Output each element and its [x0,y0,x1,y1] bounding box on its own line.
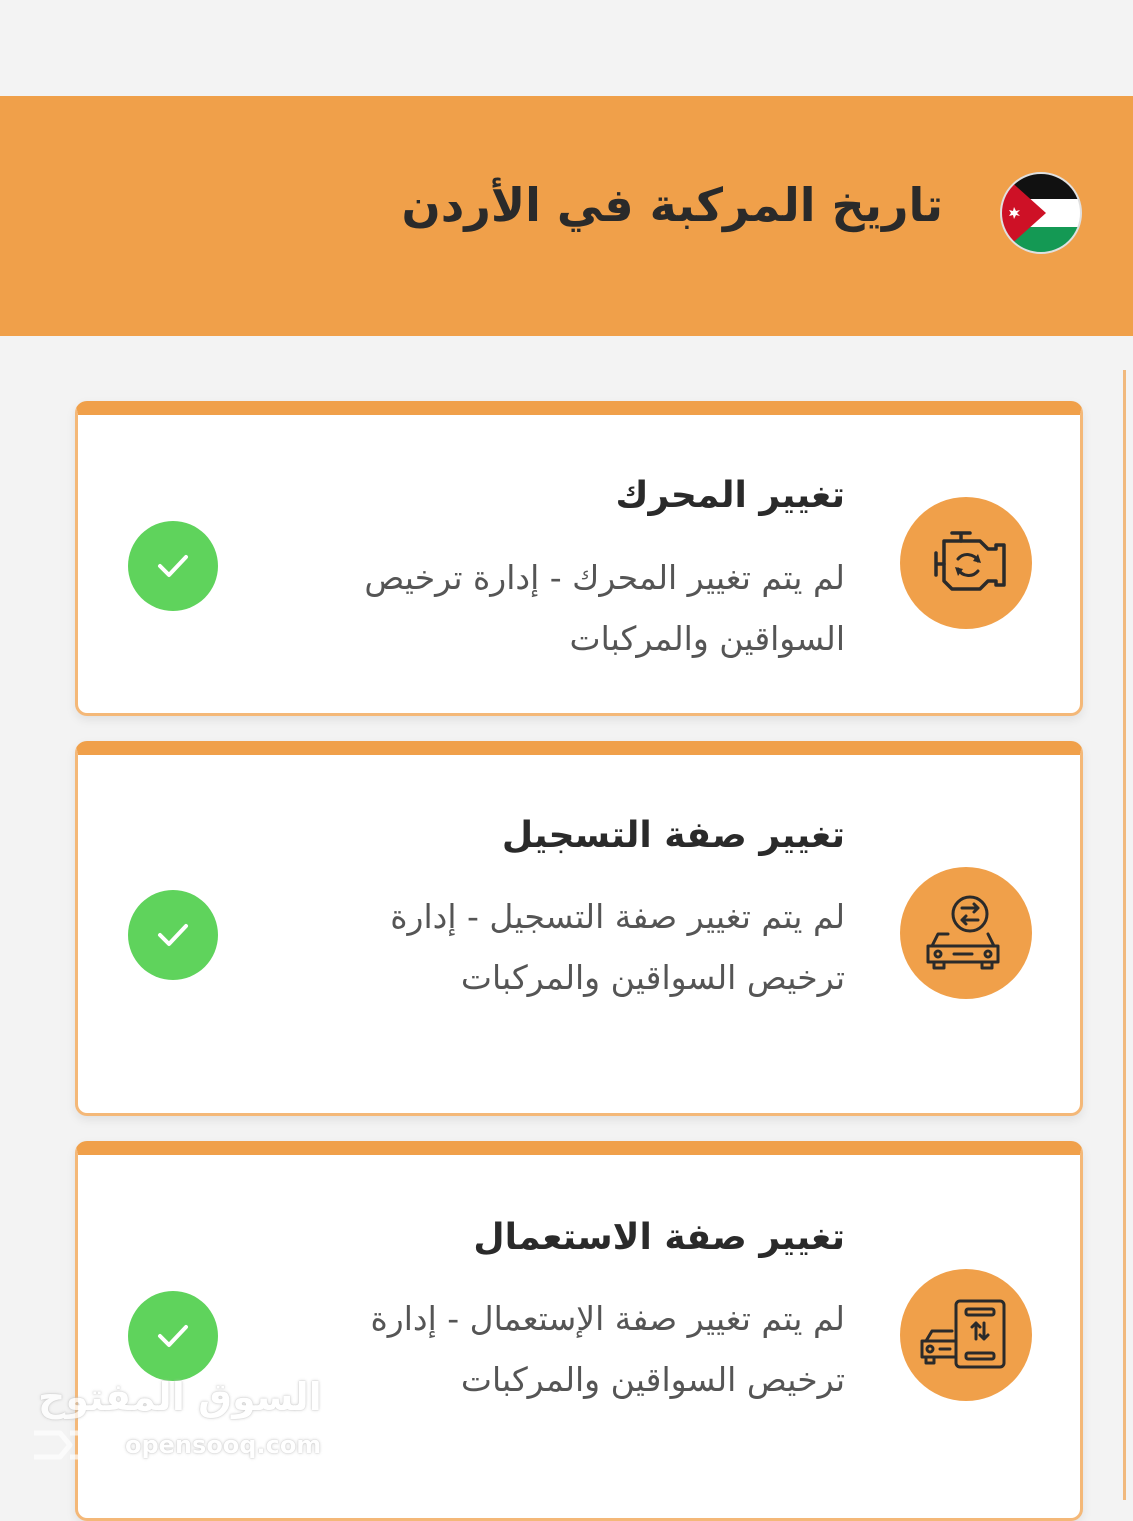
check-icon [128,890,218,980]
card-title: تغيير صفة الاستعمال [473,1217,845,1258]
engine-icon [900,497,1032,629]
vehicle-history-card-engine [75,401,1083,716]
opensooq-logo-icon [30,1427,110,1463]
watermark-arabic: السوق المفتوح [38,1375,322,1419]
jordan-flag-icon [998,170,1084,256]
card-description: لم يتم تغيير صفة الإستعمال - إدارة ترخيص السواقين والمركبات [370,1299,845,1399]
check-icon [128,521,218,611]
card-description: لم يتم تغيير صفة التسجيل - إدارة ترخيص السواقين والمركبات [390,897,845,997]
watermark-latin: opensooq.com [125,1431,322,1459]
car-registration-swap-icon [900,867,1032,999]
card-title: تغيير المحرك [615,475,845,516]
scroll-rail [1123,370,1126,1500]
check-icon [128,1291,218,1381]
card-title: تغيير صفة التسجيل [501,815,845,856]
vehicle-history-card-registration [75,741,1083,1116]
car-usage-swap-icon [900,1269,1032,1401]
page-title: تاريخ المركبة في الأردن [401,178,943,232]
watermark [30,1375,322,1475]
card-description: لم يتم تغيير المحرك - إدارة ترخيص السواقين والمركبات [364,558,845,658]
